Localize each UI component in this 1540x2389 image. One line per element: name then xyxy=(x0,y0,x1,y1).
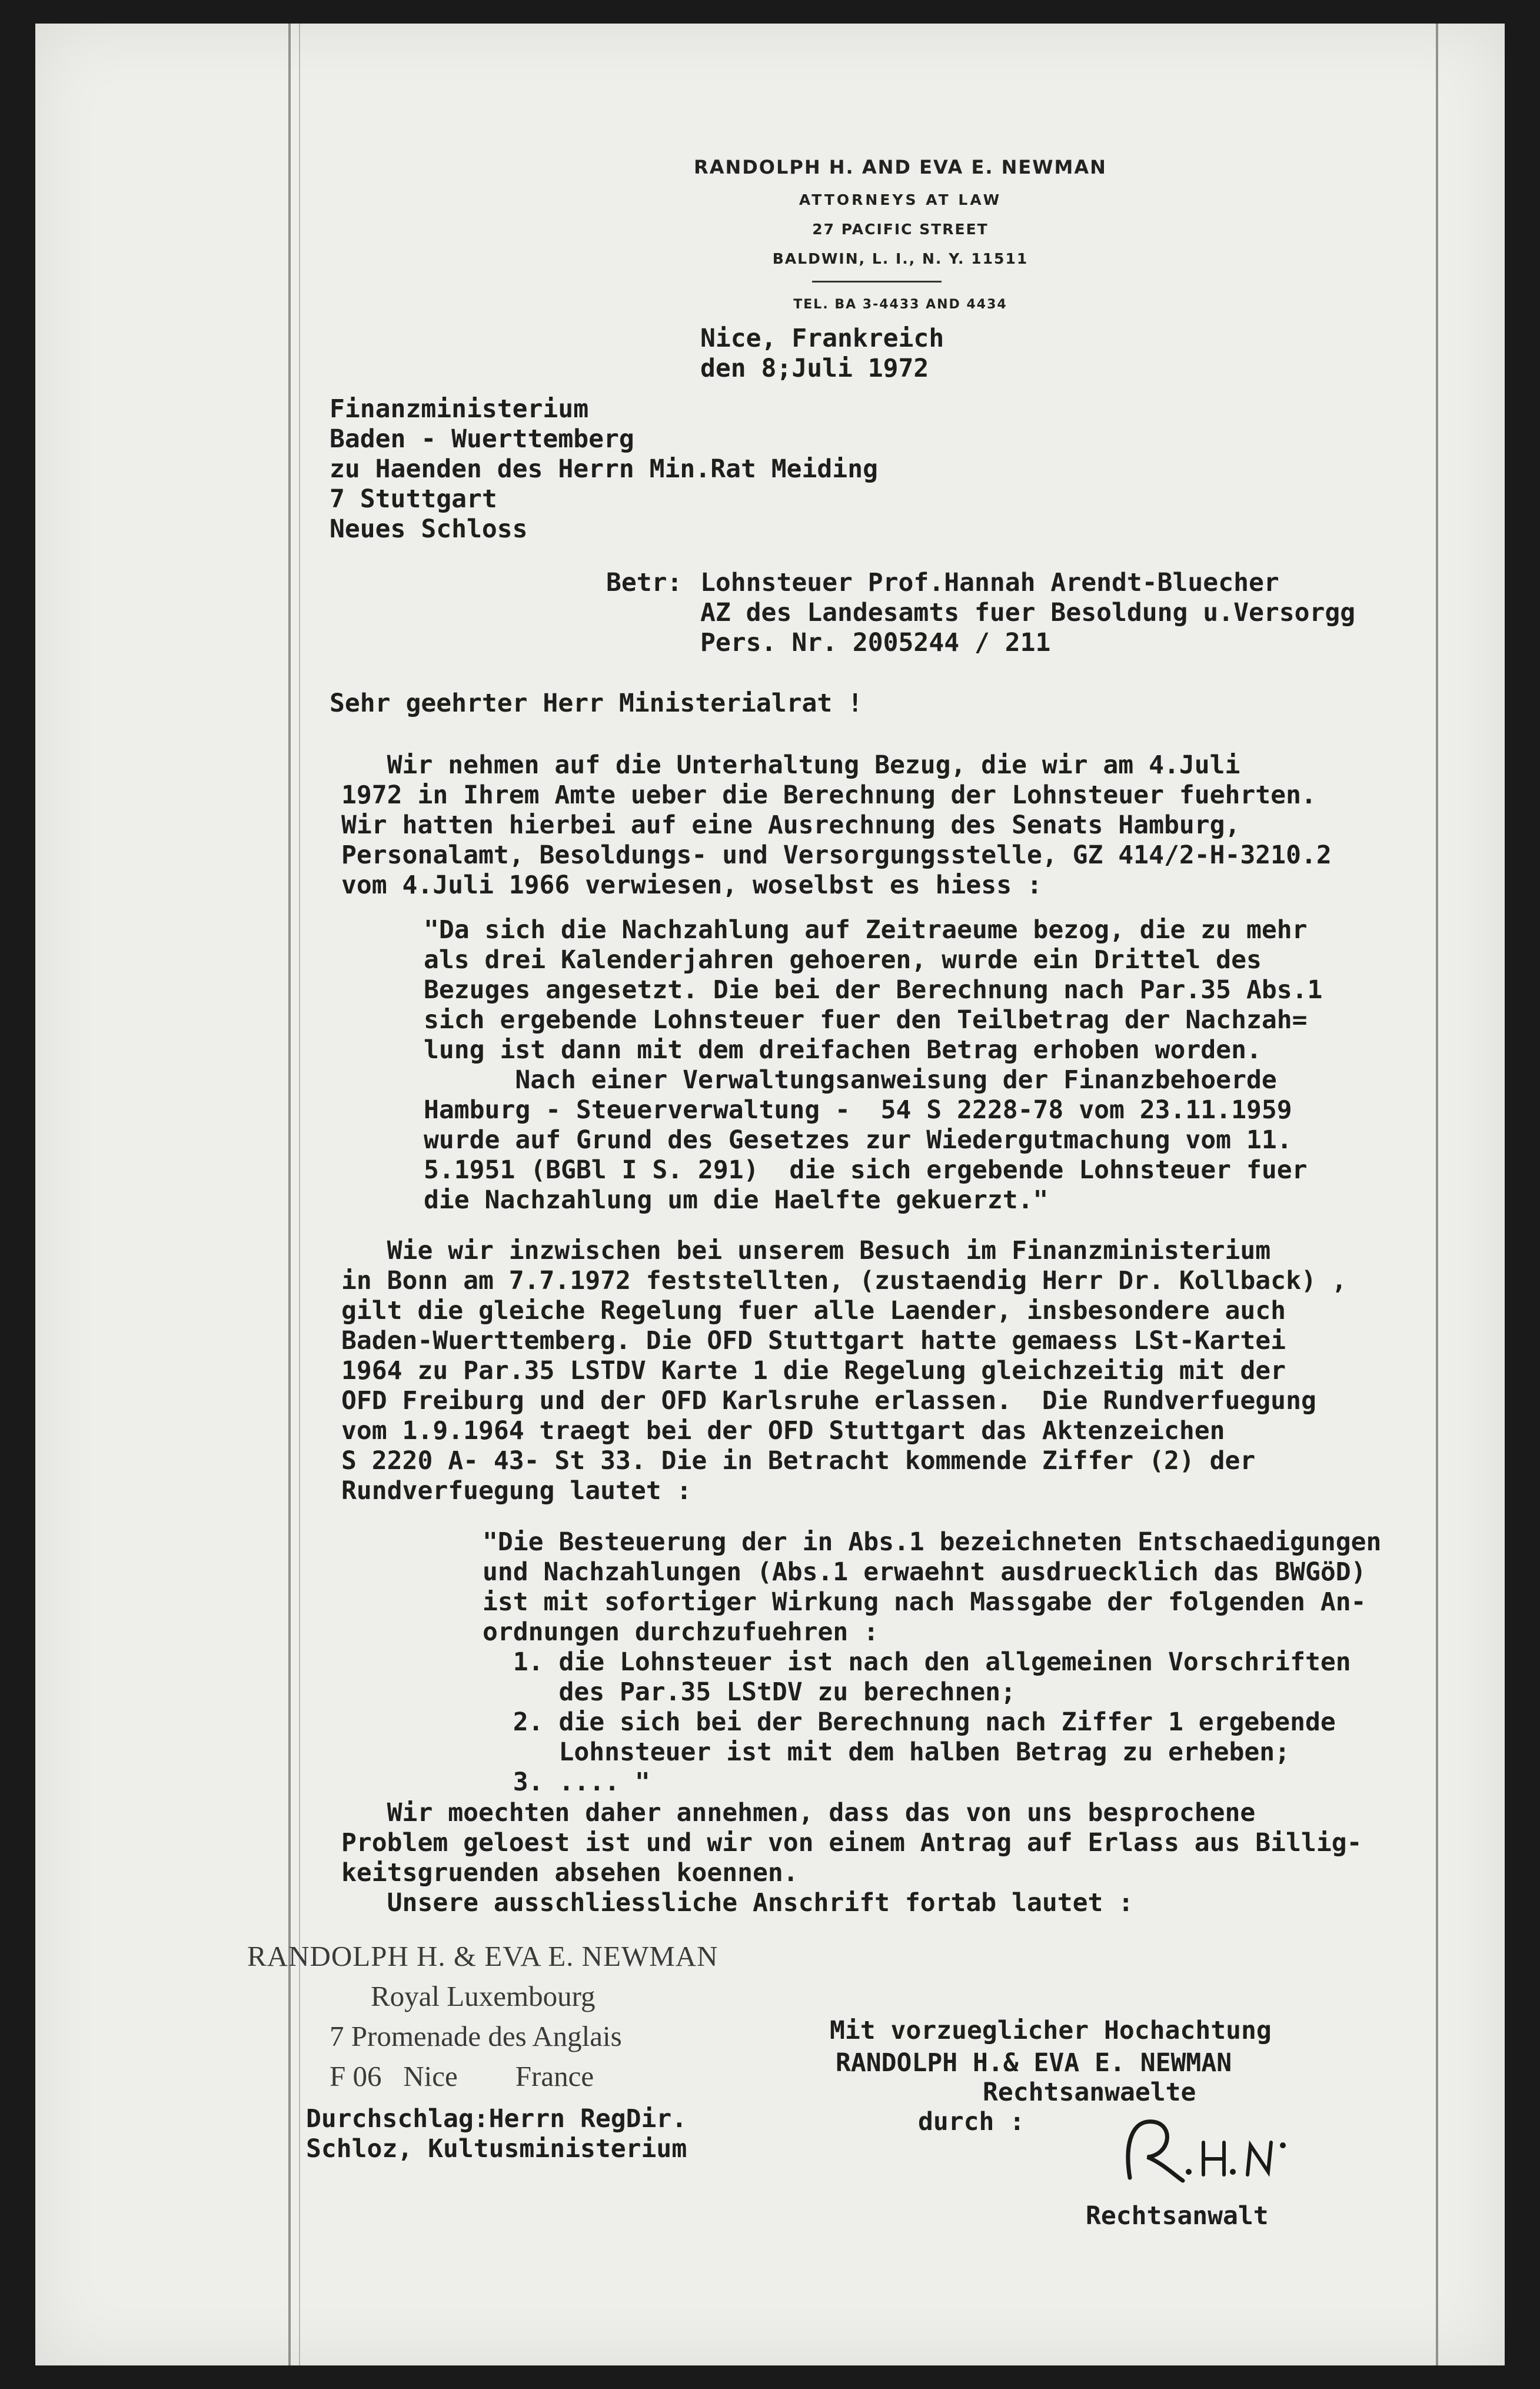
signatory-role: Rechtsanwalt xyxy=(1086,2201,1269,2231)
closing-formula: Mit vorzueglicher Hochachtung xyxy=(830,2016,1272,2045)
quotation-1: "Da sich die Nachzahlung auf Zeitraeume bezog, die zu mehr als drei Kalenderjahren gehoeren, wurde ein Drittel des Bezuges angesetzt. Die bei der Berechnung nach Par.35 Abs.1 sich ergebende Lohnsteuer fuer den Teilbetrag der Nachzah= lung ist dann mit dem dreifachen Betrag erhoben worden. Nach einer Verwaltungsanweisung der Finanzbehoerde Hamburg - Steuerverwaltung - 54 S 2228-78 vom 23.11.1959 wurde auf Grund des Gesetzes zur Wiedergutmachung vom 11. 5.1951 (BGBl I S. 291) die sich ergebende Lohnsteuer fuer die Nachzahlung um die Haelfte gekuerzt." xyxy=(424,915,1323,1215)
address-stamp-line-1: RANDOLPH H. & EVA E. NEWMAN xyxy=(247,1940,719,1972)
quotation-2: "Die Besteuerung der in Abs.1 bezeichneten Entschaedigungen und Nachzahlungen (Abs.1 erwaehnt ausdruecklich das BWGöD) ist mit sofortiger Wirkung nach Massgabe der folgenden An- ordnungen durchzufuehren : 1. die Lohnsteuer ist nach den allgemeinen Vorschriften des Par.35 LStDV zu berechnen; 2. die sich bei der Berechnung nach Ziffer 1 ergebende Lohnsteuer ist mit dem halben Betrag zu erheben; 3. .... " xyxy=(483,1527,1382,1797)
subject-label: Betr: xyxy=(606,568,683,597)
address-stamp-line-2: Royal Luxembourg xyxy=(371,1980,596,2012)
letterhead-city: BALDWIN, L. I., N. Y. 11511 xyxy=(772,250,1029,267)
closing-by: durch : xyxy=(918,2107,1025,2137)
body-paragraph-3: Wir moechten daher annehmen, dass das von uns besprochene Problem geloest ist und wir von einem Antrag auf Erlass aus Billig- keitsgruenden absehen koennen. Unsere ausschliessliche Anschrift fortab lautet : xyxy=(341,1798,1362,1918)
recipient-address: Finanzministerium Baden - Wuerttemberg zu Haenden des Herrn Min.Rat Meiding 7 Stuttgart Neues Schloss xyxy=(330,394,878,544)
address-stamp-line-3: 7 Promenade des Anglais xyxy=(330,2020,622,2052)
letterhead-name: RANDOLPH H. AND EVA E. NEWMAN xyxy=(694,156,1107,178)
closing-names: RANDOLPH H.& EVA E. NEWMAN xyxy=(836,2048,1232,2078)
left-margin-line-secondary xyxy=(299,24,300,2365)
place-and-date: Nice, Frankreich den 8;Juli 1972 xyxy=(700,324,944,383)
left-margin-line xyxy=(288,24,291,2365)
letterhead-street: 27 PACIFIC STREET xyxy=(812,221,989,238)
carbon-copy-note: Durchschlag:Herrn RegDir. Schloz, Kultusministerium xyxy=(306,2104,687,2164)
letterhead-telephone: TEL. BA 3-4433 AND 4434 xyxy=(793,297,1007,312)
salutation: Sehr geehrter Herr Ministerialrat ! xyxy=(330,689,863,718)
subject-line: Lohnsteuer Prof.Hannah Arendt-Bluecher AZ des Landesamts fuer Besoldung u.Versorgg Pers. Nr. 2005244 / 211 xyxy=(700,568,1356,657)
letterhead-subtitle: ATTORNEYS AT LAW xyxy=(799,191,1002,208)
right-margin-line xyxy=(1436,24,1438,2365)
handwritten-signature xyxy=(1106,2107,1295,2195)
closing-title: Rechtsanwaelte xyxy=(983,2078,1196,2107)
body-paragraph-2: Wie wir inzwischen bei unserem Besuch im Finanzministerium in Bonn am 7.7.1972 feststellten, (zustaendig Herr Dr. Kollback) , gilt die gleiche Regelung fuer alle Laender, insbesondere auch Baden-Wuerttemberg. Die OFD Stuttgart hatte gemaess LSt-Kartei 1964 zu Par.35 LSTDV Karte 1 die Regelung gleichzeitig mit der OFD Freiburg und der OFD Karlsruhe erlassen. Die Rundverfuegung vom 1.9.1964 traegt bei der OFD Stuttgart das Aktenzeichen S 2220 A- 43- St 33. Die in Betracht kommende Ziffer (2) der Rundverfuegung lautet : xyxy=(341,1236,1347,1506)
body-paragraph-1: Wir nehmen auf die Unterhaltung Bezug, die wir am 4.Juli 1972 in Ihrem Amte ueber die Berechnung der Lohnsteuer fuehrten. Wir hatten hierbei auf eine Ausrechnung des Senats Hamburg, Personalamt, Besoldungs- und Versorgungsstelle, GZ 414/2-H-3210.2 vom 4.Juli 1966 verwiesen, woselbst es hiess : xyxy=(341,750,1332,900)
address-stamp-line-4: F 06 Nice France xyxy=(330,2060,594,2092)
document-page xyxy=(35,24,1505,2365)
letterhead-divider xyxy=(812,281,942,283)
